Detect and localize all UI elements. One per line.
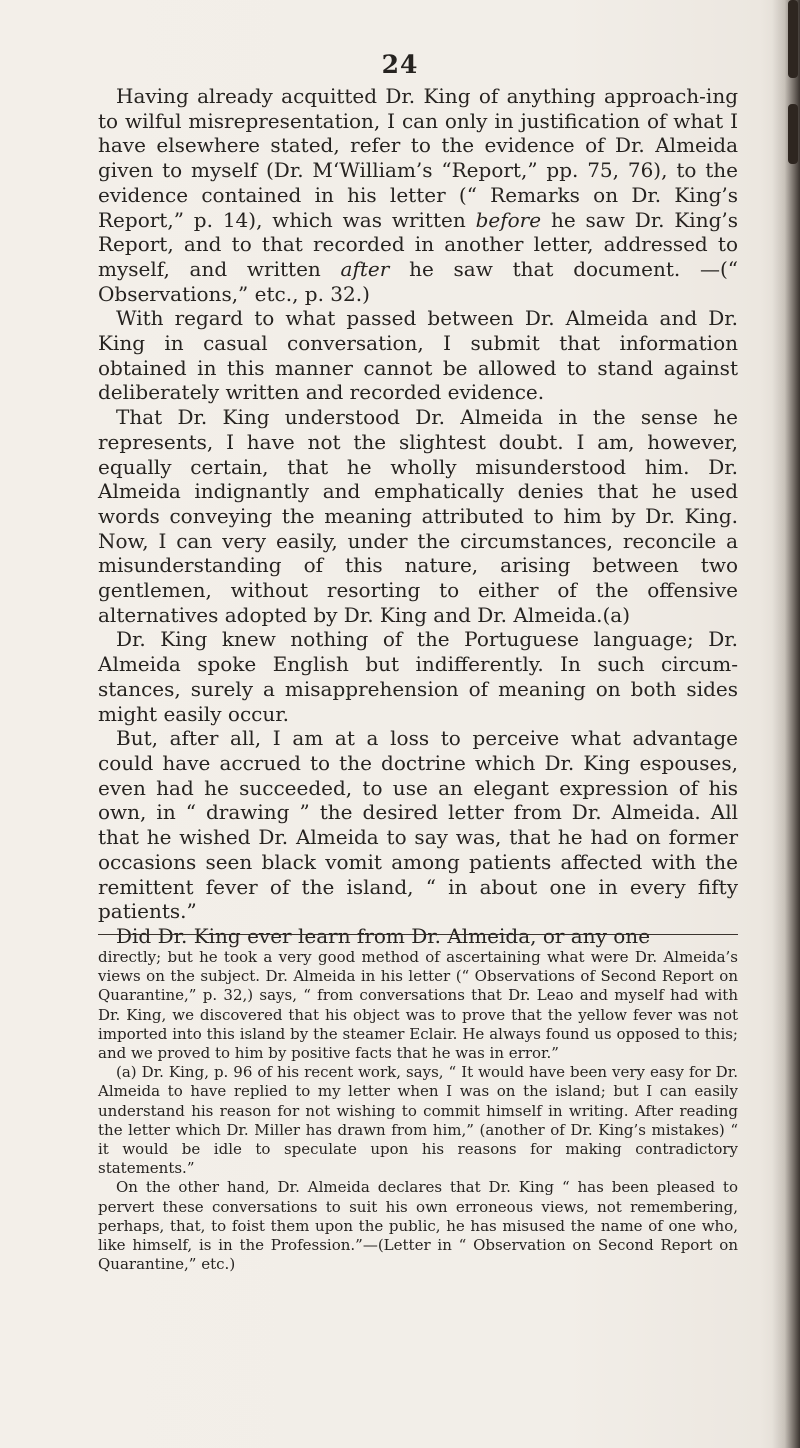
paragraph: Having already acquitted Dr. King of anything approach-ing to wilful misrepresentation, I can only in justification of what I have elsewhere stated, refer to the evidence of Dr. Almeida given to myself (Dr. M‘William’s “Report,” pp. 75, 76), to the evidence contained in his letter (“ Remarks on Dr. King’s Report,” p. 14), which was written before he saw Dr. King’s Report, and to that recorded in another letter, addressed to myself, and written after he saw that document. —(“ Observations,” etc., p. 32.) (98, 84, 739, 306)
footnote-a: (a) Dr. King, p. 96 of his recent work, says, “ It would have been very easy for Dr. Almeida to have replied to my letter when I was on the island; but I can easily understand his reason for not wishing to commit himself in writing. After reading the letter which Dr. Miller has drawn from him,” (another of Dr. King’s mistakes) “ it would be idle to speculate upon his reasons for making contradictory statements.” (98, 1063, 738, 1178)
footnotes (98, 948, 738, 1274)
page-number: 24 (381, 50, 419, 79)
paragraph: That Dr. King understood Dr. Almeida in the sense he represents, I have not the slightest doubt. I am, however, equally certain, that he wholly misunderstood him. Dr. Almeida indignantly and emphatically denies that he used words conveying the meaning attributed to him by Dr. King. Now, I can very easily, under the circumstances, reconcile a misunderstanding of this nature, arising between two gentlemen, without resorting to either of the offensive alternatives adopted by Dr. King and Dr. Almeida.(a) (98, 405, 738, 627)
footnote-paragraph: On the other hand, Dr. Almeida declares that Dr. King “ has been pleased to pervert these conversations to suit his own erroneous views, not remembering, perhaps, that, to foist them upon the public, he has misused the name of one who, like himself, is in the Profession.”—(Letter in “ Observation on Second Report on Quarantine,” etc.) (98, 1178, 738, 1274)
paragraph: Did Dr. King ever learn from Dr. Almeida, or any one (116, 923, 651, 948)
main-text (98, 84, 738, 949)
paragraph: With regard to what passed between Dr. Almeida and Dr. King in casual conversation, I submit that information obtained in this manner cannot be allowed to stand against deliberately written and recorded evidence. (98, 306, 738, 405)
emphasis-before: before (475, 207, 542, 232)
emphasis-after: after (340, 256, 390, 281)
page-edge-mark (788, 104, 798, 164)
page-edge-shadow (772, 0, 800, 1448)
footnote-continuation: directly; but he took a very good method of ascertaining what were Dr. Almeida’s views on the subject. Dr. Almeida in his letter (“ Observations of Second Report on Quarantine,” p. 32,) says, “ from conversations that Dr. Leao and myself had with Dr. King, we discovered that his object was to prove that the yellow fever was not imported into this island by the steamer Eclair. He always found us opposed to this; and we proved to him by positive facts that he was in error.” (98, 948, 738, 1063)
paragraph: Dr. King knew nothing of the Portuguese language; Dr. Almeida spoke English but indifferently. In such circum-stances, surely a misapprehension of meaning on both sides might easily occur. (98, 627, 738, 726)
footnote-divider (98, 934, 738, 935)
paragraph: But, after all, I am at a loss to perceive what advantage could have accrued to the doctrine which Dr. King espouses, even had he succeeded, to use an elegant expression of his own, in “ drawing ” the desired letter from Dr. Almeida. All that he wished Dr. Almeida to say was, that he had on former occasions seen black vomit among patients affected with the remittent fever of the island, “ in about one in every fifty patients.” (98, 726, 738, 924)
